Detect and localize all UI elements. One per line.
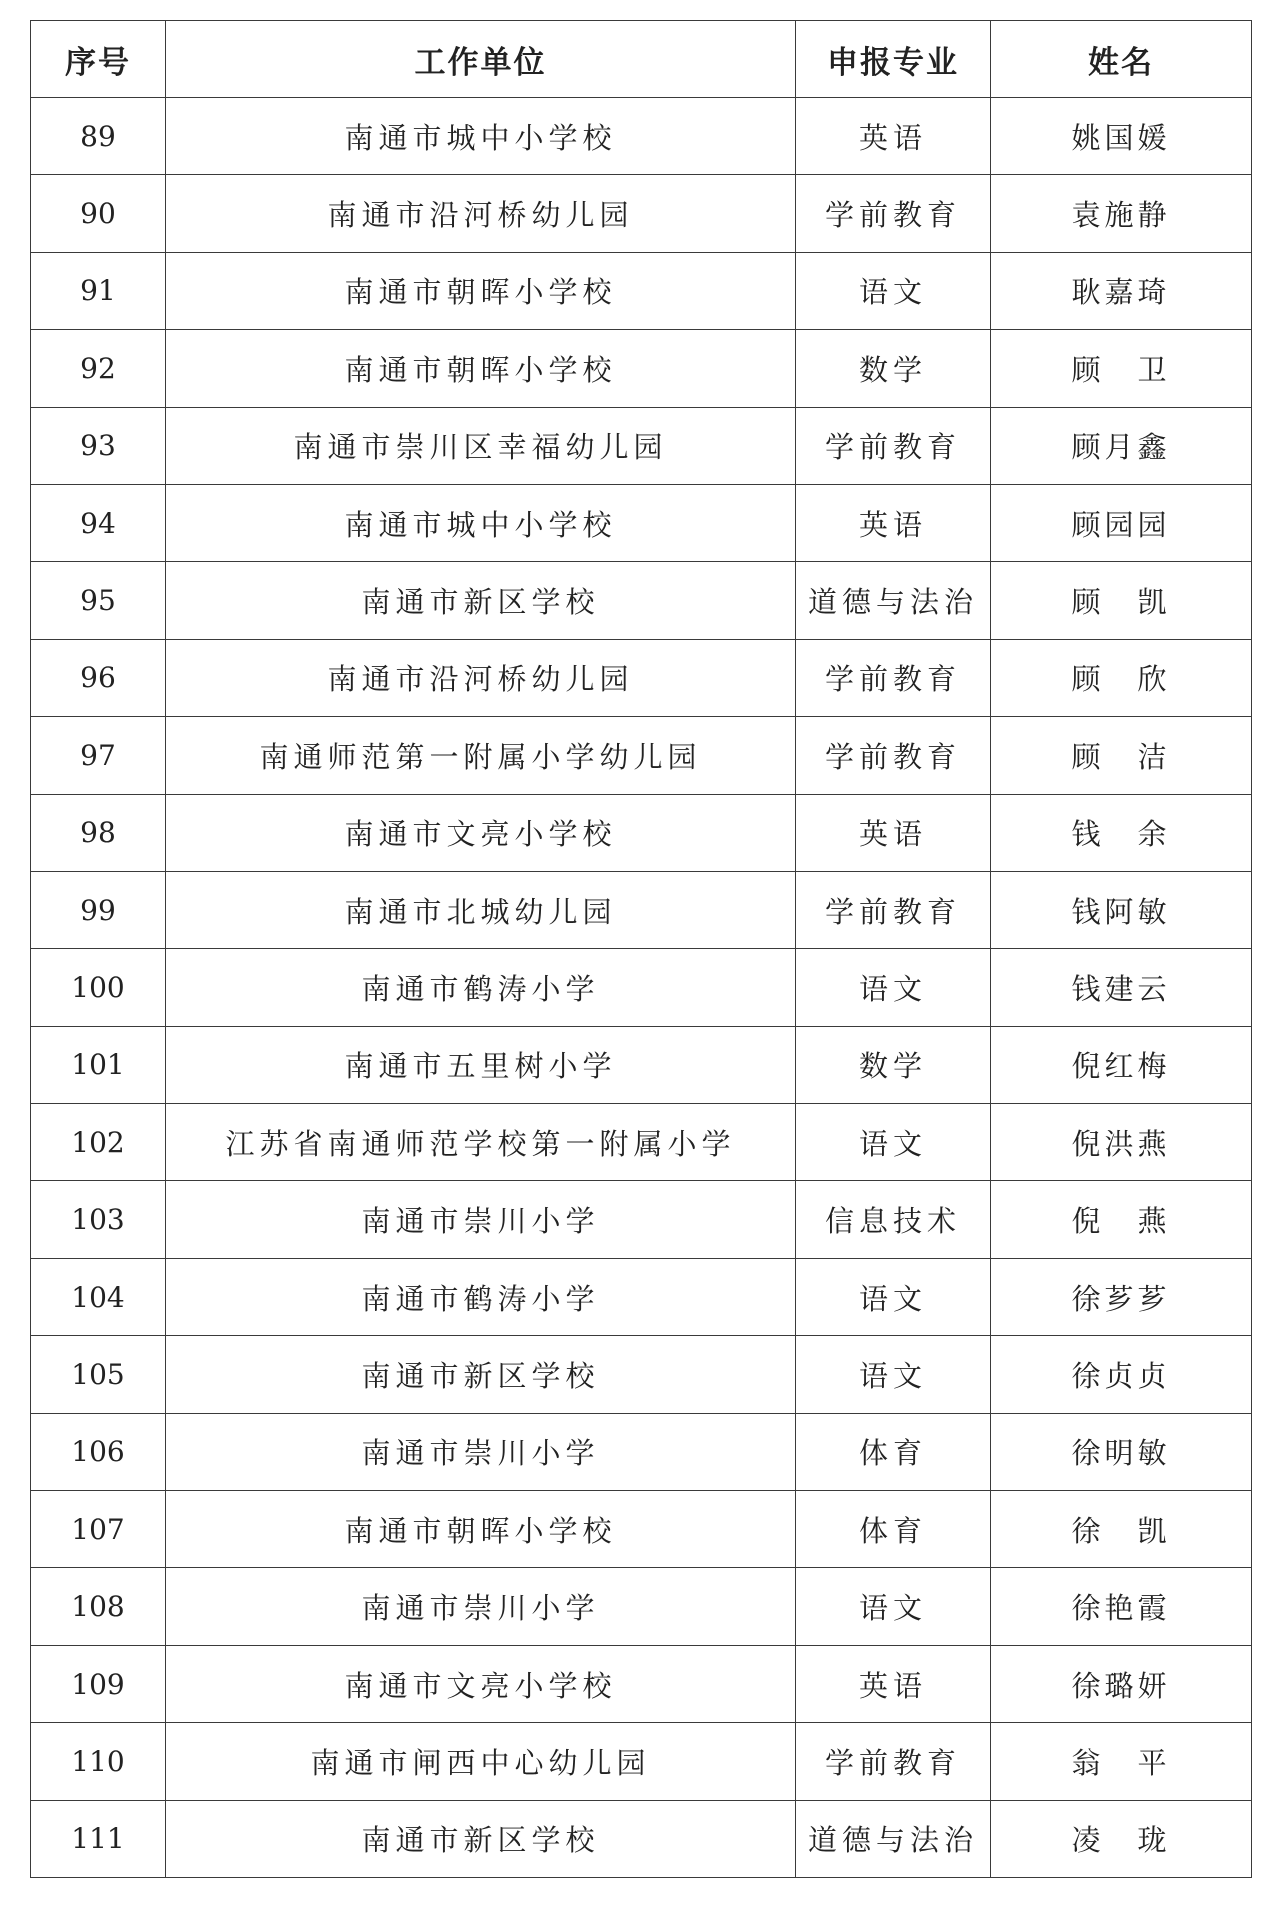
- table-row: [31, 871, 1252, 948]
- major-cell: 道德与法治: [796, 1800, 991, 1877]
- table-row: [31, 1258, 1252, 1335]
- work-unit-cell: 南通市沿河桥幼儿园: [166, 175, 796, 252]
- row-index: 94: [31, 484, 166, 561]
- work-unit-cell: 南通市鹤涛小学: [166, 949, 796, 1026]
- table-row: [31, 98, 1252, 175]
- work-unit-cell: 南通市崇川小学: [166, 1181, 796, 1258]
- work-unit-cell: 南通市崇川小学: [166, 1413, 796, 1490]
- work-unit-cell: 南通市崇川区幸福幼儿园: [166, 407, 796, 484]
- major-cell: 学前教育: [796, 1723, 991, 1800]
- work-unit-cell: 南通市文亮小学校: [166, 794, 796, 871]
- major-cell: 学前教育: [796, 639, 991, 716]
- table-row: [31, 562, 1252, 639]
- work-unit-cell: 南通市新区学校: [166, 1336, 796, 1413]
- work-unit-cell: 南通市鹤涛小学: [166, 1258, 796, 1335]
- name-cell: 徐芗芗: [991, 1258, 1252, 1335]
- row-index: 105: [31, 1336, 166, 1413]
- header-name: 姓名: [991, 21, 1252, 98]
- row-index: 107: [31, 1491, 166, 1568]
- name-cell: 倪红梅: [991, 1026, 1252, 1103]
- name-cell: 倪洪燕: [991, 1104, 1252, 1181]
- table-row: [31, 330, 1252, 407]
- row-index: 96: [31, 639, 166, 716]
- major-cell: 英语: [796, 1645, 991, 1722]
- name-cell: 凌 珑: [991, 1800, 1252, 1877]
- name-cell: 顾 卫: [991, 330, 1252, 407]
- major-cell: 语文: [796, 1258, 991, 1335]
- work-unit-cell: 南通市文亮小学校: [166, 1645, 796, 1722]
- work-unit-cell: 南通市朝晖小学校: [166, 330, 796, 407]
- table-row: [31, 175, 1252, 252]
- work-unit-cell: 南通市五里树小学: [166, 1026, 796, 1103]
- header-index: 序号: [31, 21, 166, 98]
- major-cell: 语文: [796, 1568, 991, 1645]
- table-row: [31, 717, 1252, 794]
- major-cell: 体育: [796, 1491, 991, 1568]
- work-unit-cell: 南通市闸西中心幼儿园: [166, 1723, 796, 1800]
- major-cell: 数学: [796, 1026, 991, 1103]
- table-row: [31, 1568, 1252, 1645]
- table-row: [31, 1491, 1252, 1568]
- name-cell: 顾 欣: [991, 639, 1252, 716]
- major-cell: 学前教育: [796, 871, 991, 948]
- major-cell: 学前教育: [796, 175, 991, 252]
- table-row: [31, 1413, 1252, 1490]
- major-cell: 信息技术: [796, 1181, 991, 1258]
- name-cell: 钱阿敏: [991, 871, 1252, 948]
- major-cell: 英语: [796, 98, 991, 175]
- name-cell: 袁施静: [991, 175, 1252, 252]
- table-header: [31, 21, 1252, 98]
- row-index: 109: [31, 1645, 166, 1722]
- row-index: 98: [31, 794, 166, 871]
- work-unit-cell: 南通市新区学校: [166, 562, 796, 639]
- table-row: [31, 1181, 1252, 1258]
- row-index: 108: [31, 1568, 166, 1645]
- major-cell: 语文: [796, 949, 991, 1026]
- name-cell: 倪 燕: [991, 1181, 1252, 1258]
- row-index: 102: [31, 1104, 166, 1181]
- row-index: 99: [31, 871, 166, 948]
- table-row: [31, 1800, 1252, 1877]
- row-index: 100: [31, 949, 166, 1026]
- row-index: 89: [31, 98, 166, 175]
- table-row: [31, 1723, 1252, 1800]
- header-row: [31, 21, 1252, 98]
- major-cell: 学前教育: [796, 407, 991, 484]
- work-unit-cell: 南通市朝晖小学校: [166, 1491, 796, 1568]
- header-work-unit: 工作单位: [166, 21, 796, 98]
- work-unit-cell: 南通市崇川小学: [166, 1568, 796, 1645]
- row-index: 91: [31, 252, 166, 329]
- row-index: 97: [31, 717, 166, 794]
- major-cell: 英语: [796, 484, 991, 561]
- work-unit-cell: 江苏省南通师范学校第一附属小学: [166, 1104, 796, 1181]
- row-index: 90: [31, 175, 166, 252]
- table-row: [31, 1336, 1252, 1413]
- table-row: [31, 794, 1252, 871]
- row-index: 93: [31, 407, 166, 484]
- work-unit-cell: 南通市北城幼儿园: [166, 871, 796, 948]
- name-cell: 顾园园: [991, 484, 1252, 561]
- table-body: [31, 98, 1252, 1878]
- name-cell: 顾 洁: [991, 717, 1252, 794]
- table-row: [31, 484, 1252, 561]
- name-cell: 徐璐妍: [991, 1645, 1252, 1722]
- name-cell: 顾 凯: [991, 562, 1252, 639]
- row-index: 103: [31, 1181, 166, 1258]
- work-unit-cell: 南通市朝晖小学校: [166, 252, 796, 329]
- row-index: 106: [31, 1413, 166, 1490]
- name-cell: 姚国媛: [991, 98, 1252, 175]
- table-row: [31, 252, 1252, 329]
- table-row: [31, 949, 1252, 1026]
- row-index: 95: [31, 562, 166, 639]
- name-cell: 徐艳霞: [991, 1568, 1252, 1645]
- major-cell: 语文: [796, 252, 991, 329]
- header-major: 申报专业: [796, 21, 991, 98]
- work-unit-cell: 南通市新区学校: [166, 1800, 796, 1877]
- work-unit-cell: 南通市城中小学校: [166, 98, 796, 175]
- major-cell: 语文: [796, 1104, 991, 1181]
- table-row: [31, 407, 1252, 484]
- row-index: 110: [31, 1723, 166, 1800]
- work-unit-cell: 南通师范第一附属小学幼儿园: [166, 717, 796, 794]
- table-row: [31, 1026, 1252, 1103]
- name-cell: 顾月鑫: [991, 407, 1252, 484]
- row-index: 104: [31, 1258, 166, 1335]
- name-cell: 翁 平: [991, 1723, 1252, 1800]
- staff-table: [30, 20, 1252, 1878]
- name-cell: 徐 凯: [991, 1491, 1252, 1568]
- name-cell: 钱 余: [991, 794, 1252, 871]
- row-index: 92: [31, 330, 166, 407]
- major-cell: 数学: [796, 330, 991, 407]
- name-cell: 耿嘉琦: [991, 252, 1252, 329]
- major-cell: 体育: [796, 1413, 991, 1490]
- name-cell: 徐明敏: [991, 1413, 1252, 1490]
- major-cell: 英语: [796, 794, 991, 871]
- major-cell: 语文: [796, 1336, 991, 1413]
- name-cell: 徐贞贞: [991, 1336, 1252, 1413]
- table-row: [31, 1104, 1252, 1181]
- name-cell: 钱建云: [991, 949, 1252, 1026]
- table-row: [31, 1645, 1252, 1722]
- row-index: 111: [31, 1800, 166, 1877]
- table-row: [31, 639, 1252, 716]
- work-unit-cell: 南通市城中小学校: [166, 484, 796, 561]
- major-cell: 学前教育: [796, 717, 991, 794]
- major-cell: 道德与法治: [796, 562, 991, 639]
- work-unit-cell: 南通市沿河桥幼儿园: [166, 639, 796, 716]
- row-index: 101: [31, 1026, 166, 1103]
